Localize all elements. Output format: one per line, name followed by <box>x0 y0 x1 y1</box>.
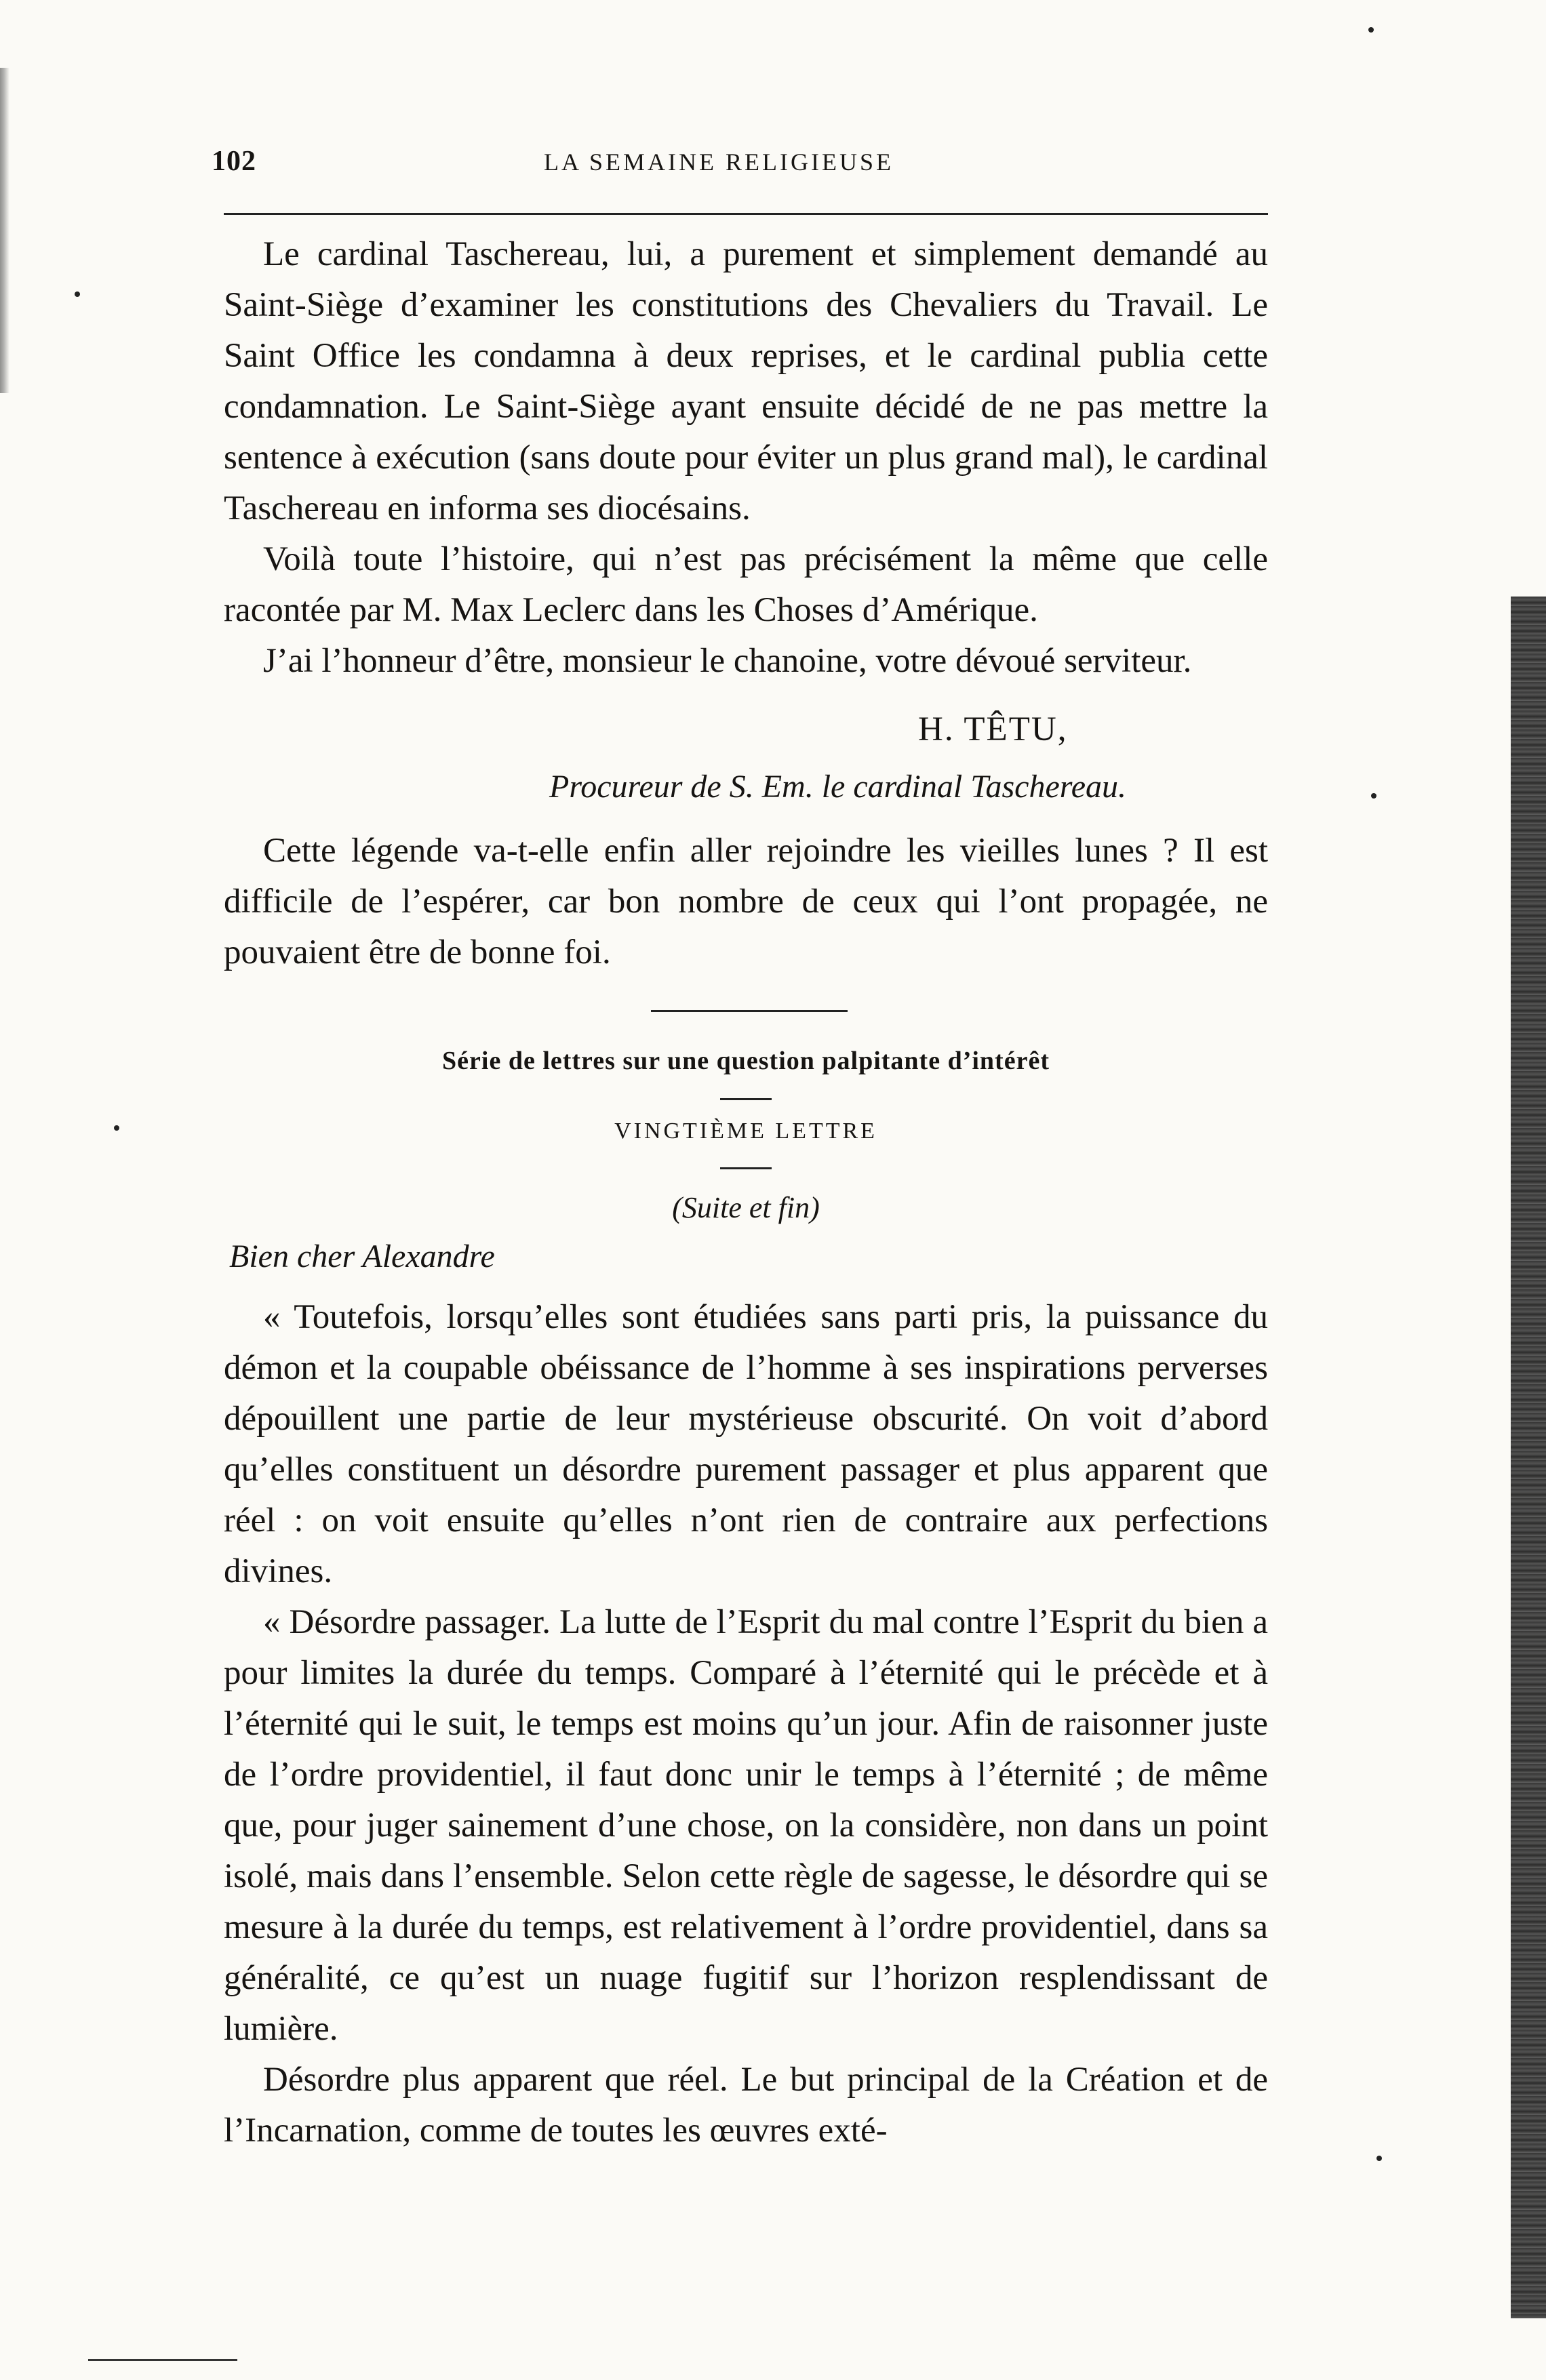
signature-role: Procureur de S. Em. le cardinal Taschereau. <box>549 769 1126 805</box>
running-header <box>212 145 1256 186</box>
print-speck <box>1371 793 1376 799</box>
header-rule <box>224 213 1268 215</box>
letter-number: VINGTIÈME LETTRE <box>614 1118 877 1144</box>
running-title: LA SEMAINE RELIGIEUSE <box>544 148 894 176</box>
closing-paragraph: Cette légende va-t-elle enfin aller rejoindre les vieilles lunes ? Il est difficile de l’espérer, car bon nombre de ceux qui l’ont propagée, ne pouvaient être de bonne foi. <box>224 832 1268 971</box>
print-speck <box>75 291 80 297</box>
section-divider <box>651 1010 848 1012</box>
bottom-rule <box>88 2359 237 2361</box>
letter-paragraph: Le cardinal Taschereau, lui, a purement et simplement demandé au Saint-Siège d’examiner les constitutions des Chevaliers du Travail. Le Saint Office les condamna à deux reprises, et le cardinal publia cette condamnation. Le Saint-Siège ayant ensuite décidé de ne pas mettre la sentence à exécution (sans doute pour éviter un plus grand mal), le cardinal Taschereau en informa ses diocésains. <box>224 235 1268 527</box>
title-rule <box>720 1167 772 1169</box>
print-speck <box>1368 27 1374 33</box>
binding-edge <box>1511 597 1546 2318</box>
letter-paragraph: J’ai l’honneur d’être, monsieur le chanoine, votre dévoué serviteur. <box>263 642 1192 680</box>
page-number: 102 <box>212 146 256 177</box>
letter-paragraph: Voilà toute l’histoire, qui n’est pas précisément la même que celle racontée par M. Max Leclerc dans les Choses d’Amérique. <box>224 540 1268 629</box>
print-speck <box>114 1125 119 1131</box>
series-paragraph: « Toutefois, lorsqu’elles sont étudiées sans parti pris, la puissance du démon et la coupable obéissance de l’homme à ses inspirations perverses dépouillent une partie de leur mystérieuse obscurité. On voit d’abord qu’elles constituent un désordre purement passager et plus apparent que réel : on voit ensuite qu’elles n’ont rien de contraire aux perfections divines. <box>224 1298 1268 1590</box>
series-paragraph: « Désordre passager. La lutte de l’Esprit du mal contre l’Esprit du bien a pour limites la durée du temps. Comparé à l’éternité qui le précède et à l’éternité qui le suit, le temps est moins qu’un jour. Afin de raisonner juste de l’ordre providentiel, il faut donc unir le temps à l’éternité ; de même que, pour juger sainement d’une chose, on la considère, non dans un point isolé, mais dans l’ensemble. Selon cette règle de sagesse, le désordre qui se mesure à la durée du temps, est relativement à l’ordre providentiel, dans sa généralité, ce qu’est un nuage fugitif sur l’horizon resplendissant de lumière. <box>224 1603 1268 2048</box>
series-body <box>224 1292 1268 2156</box>
signature: H. TÊTU, <box>918 710 1068 748</box>
continuation-note: (Suite et fin) <box>672 1191 820 1224</box>
closing-body <box>224 826 1268 978</box>
title-rule <box>720 1098 772 1100</box>
series-paragraph: Désordre plus apparent que réel. Le but principal de la Création et de l’Incarnation, comme de toutes les œuvres exté- <box>224 2061 1268 2150</box>
salutation: Bien cher Alexandre <box>229 1238 495 1274</box>
page-edge-shadow <box>0 68 9 393</box>
letter-body <box>224 229 1268 687</box>
series-title: Série de lettres sur une question palpitante d’intérêt <box>442 1047 1050 1075</box>
print-speck <box>1376 2156 1382 2161</box>
